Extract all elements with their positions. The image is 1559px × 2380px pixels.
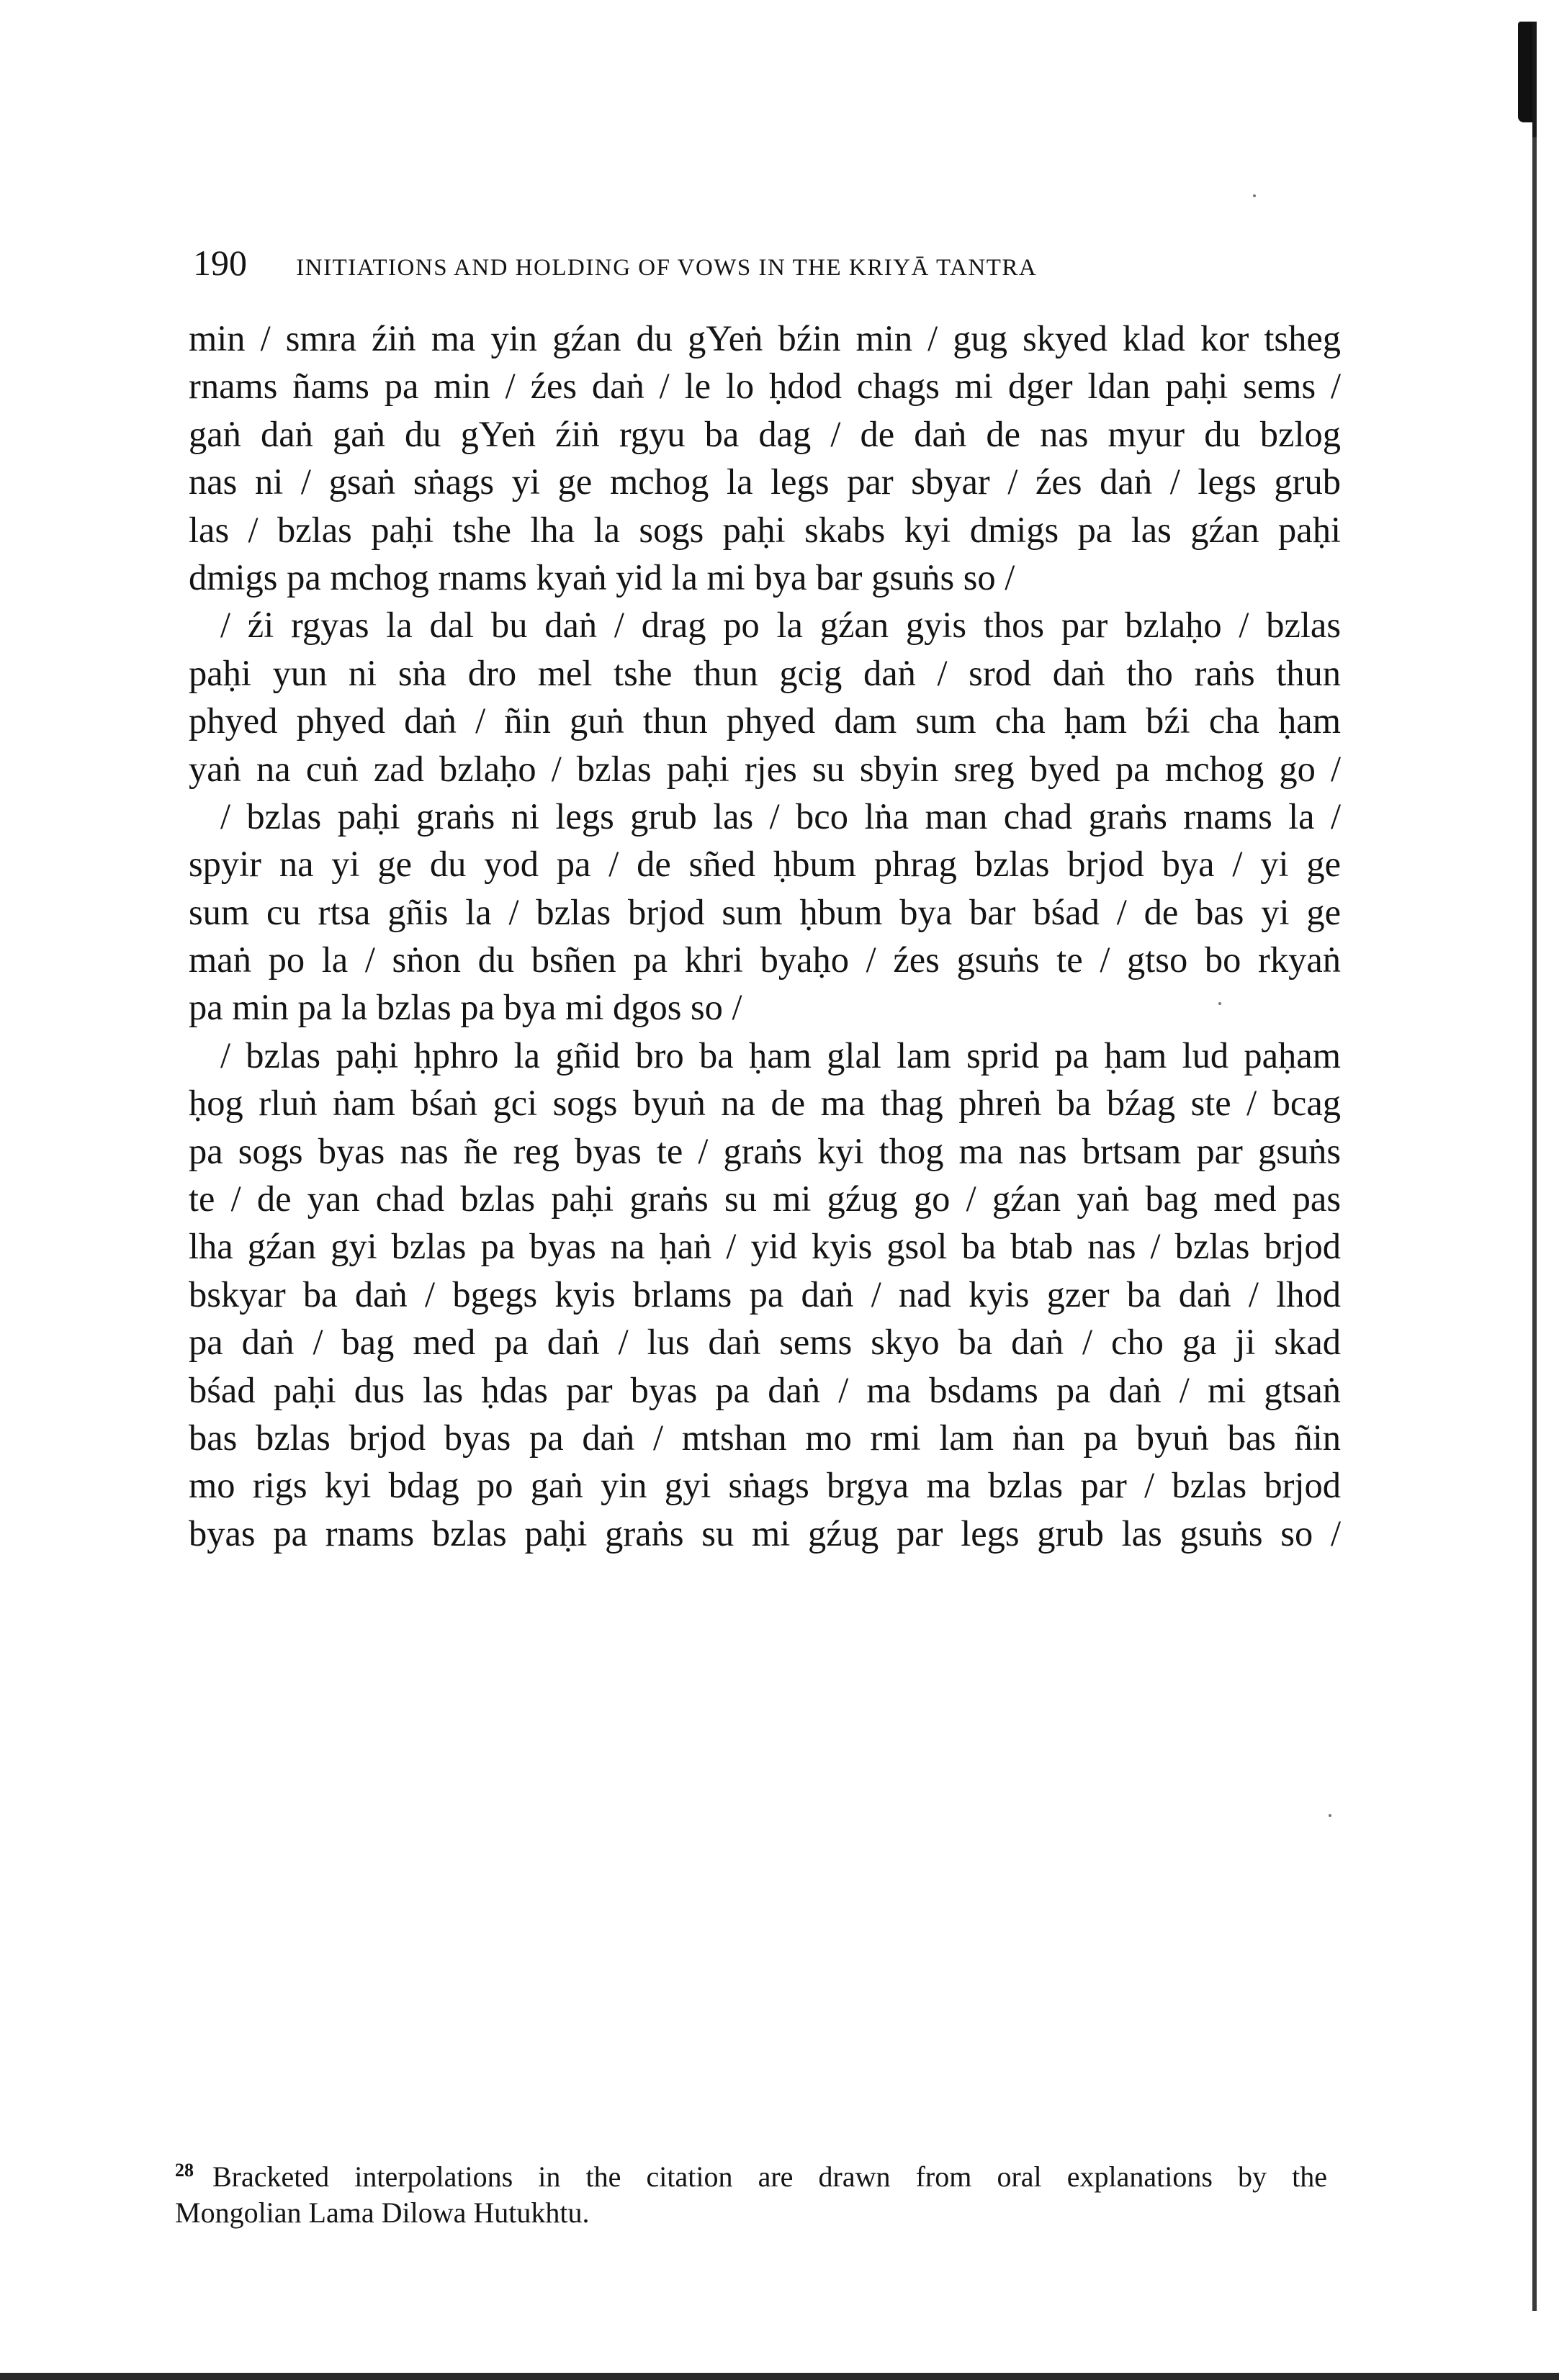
text-line: te / de yan chad bzlas paḥi graṅs su mi gźug go / gźan yaṅ bag med pas [189, 1178, 1341, 1220]
text-line: ḥog rluṅ ṅam bśaṅ gci sogs byuṅ na de ma thag phreṅ ba bźag ste / bcag [189, 1083, 1341, 1124]
text-line: maṅ po la / sṅon du bsñen pa khri byaḥo / źes gsuṅs te / gtso bo rkyaṅ [189, 939, 1341, 981]
text-line: nas ni / gsaṅ sṅags yi ge mchog la legs par sbyar / źes daṅ / legs grub [189, 461, 1341, 502]
text-line: gaṅ daṅ gaṅ du gYeṅ źiṅ rgyu ba dag / de daṅ de nas myur du bzlog [189, 413, 1341, 454]
footnote-line: Mongolian Lama Dilowa Hutukhtu. [175, 2196, 590, 2229]
text-line: / bzlas paḥi graṅs ni legs grub las / bco lṅa man chad graṅs rnams la / [220, 795, 1341, 837]
text-line: las / bzlas paḥi tshe lha la sogs paḥi skabs kyi dmigs pa las gźan paḥi [189, 509, 1341, 550]
text-line: yaṅ na cuṅ zad bzlaḥo / bzlas paḥi rjes su sbyin sreg byed pa mchog go / [189, 748, 1341, 789]
page-number: 190 [193, 243, 247, 283]
text-line: lha gźan gyi bzlas pa byas na ḥaṅ / yid kyis gsol ba btab nas / bzlas brjod [189, 1226, 1341, 1267]
running-title: INITIATIONS AND HOLDING OF VOWS IN THE KRIYĀ TANTRA [296, 255, 1038, 281]
footnote-line [175, 2153, 1327, 2195]
scan-speck [1329, 1814, 1331, 1817]
footnote-text: Bracketed interpolations in the citation are drawn from oral explanations by the [212, 2160, 1327, 2193]
text-line: byas pa rnams bzlas paḥi graṅs su mi gźug par legs grub las gsuṅs so / [189, 1513, 1341, 1554]
text-line: pa min pa la bzlas pa bya mi dgos so / [189, 987, 742, 1028]
footnote [175, 2153, 1327, 2231]
text-line: dmigs pa mchog rnams kyaṅ yid la mi bya bar gsuṅs so / [189, 556, 1015, 598]
scan-bottom-edge [0, 2373, 1559, 2380]
text-line: paḥi yun ni sṅa dro mel tshe thun gcig daṅ / srod daṅ tho raṅs thun [189, 652, 1341, 693]
text-line: min / smra źiṅ ma yin gźan du gYeṅ bźin min / gug skyed klad kor tsheg [189, 318, 1341, 359]
text-line: phyed phyed daṅ / ñin guṅ thun phyed dam sum cha ḥam bźi cha ḥam [189, 700, 1341, 742]
body-text [189, 315, 1341, 1557]
text-line: mo rigs kyi bdag po gaṅ yin gyi sṅags brgya ma bzlas par / bzlas brjod [189, 1465, 1341, 1506]
running-head [193, 238, 1273, 288]
text-line: bskyar ba daṅ / bgegs kyis brlams pa daṅ / nad kyis gzer ba daṅ / lhod [189, 1274, 1341, 1315]
text-line: spyir na yi ge du yod pa / de sñed ḥbum phrag bzlas brjod bya / yi ge [189, 844, 1341, 885]
text-line: rnams ñams pa min / źes daṅ / le lo ḥdod chags mi dger ldan paḥi sems / [189, 366, 1341, 407]
scan-page-edge [1532, 22, 1537, 2311]
scan-speck [1218, 1002, 1221, 1005]
text-line: pa sogs byas nas ñe reg byas te / graṅs kyi thog ma nas brtsam par gsuṅs [189, 1130, 1341, 1171]
text-line: sum cu rtsa gñis la / bzlas brjod sum ḥbum bya bar bśad / de bas yi ge [189, 891, 1341, 932]
scan-speck [1253, 194, 1256, 197]
footnote-marker: 28 [175, 2160, 194, 2181]
text-line: bas bzlas brjod byas pa daṅ / mtshan mo rmi lam ṅan pa byuṅ bas ñin [189, 1417, 1341, 1458]
text-line: / źi rgyas la dal bu daṅ / drag po la gźan gyis thos par bzlaḥo / bzlas [220, 605, 1341, 646]
text-line: pa daṅ / bag med pa daṅ / lus daṅ sems skyo ba daṅ / cho ga ji skad [189, 1322, 1341, 1363]
text-line: bśad paḥi dus las ḥdas par byas pa daṅ / ma bsdams pa daṅ / mi gtsaṅ [189, 1369, 1341, 1410]
text-line: / bzlas paḥi ḥphro la gñid bro ba ḥam glal lam sprid pa ḥam lud paḥam [220, 1035, 1341, 1076]
